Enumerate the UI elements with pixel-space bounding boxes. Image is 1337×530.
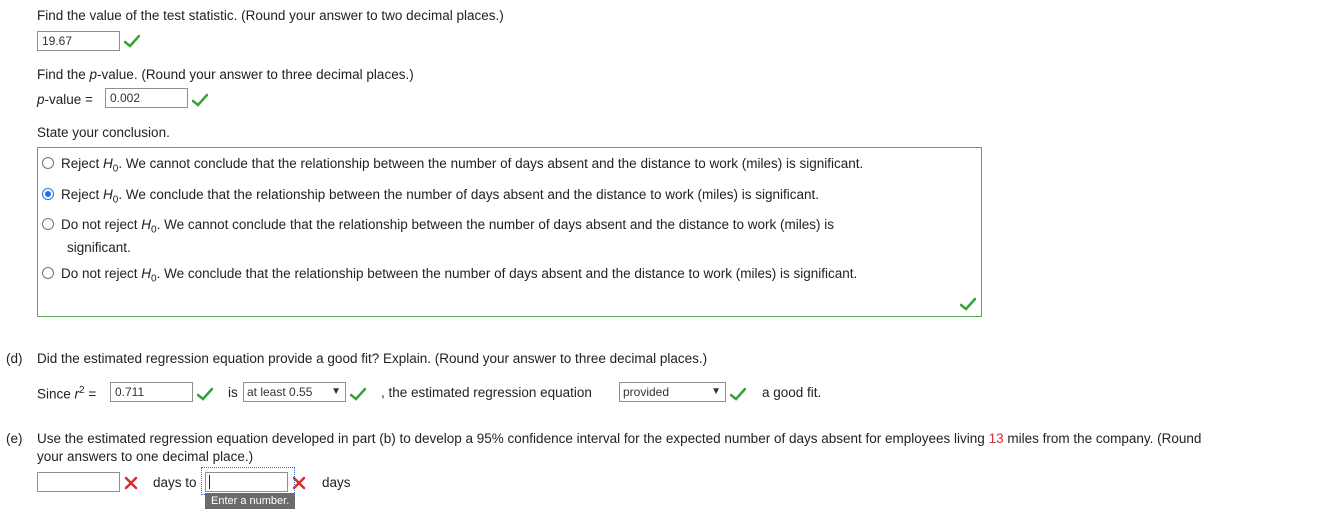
correct-check-icon xyxy=(960,297,976,311)
days-label: days xyxy=(322,475,351,490)
conclusion-option-3-line2: significant. xyxy=(67,240,131,255)
conclusion-radio-4[interactable] xyxy=(42,267,54,279)
text-cursor xyxy=(209,475,210,489)
conclusion-option-1[interactable]: Reject $H_0$. We cannot conclude that the relationship between the number of days absent and the distance to work (miles) is significant. xyxy=(61,156,864,175)
part-e-label: (e) xyxy=(6,431,23,446)
threshold-select[interactable]: at least 0.55 ▼ xyxy=(243,382,346,402)
conclusion-option-4[interactable]: Do not reject $H_0$. We conclude that the relationship between the number of days absent and the distance to work (miles) is significant. xyxy=(61,266,858,285)
conclusion-radio-3[interactable] xyxy=(42,218,54,230)
part-e-question: Use the estimated regression equation developed in part (b) to develop a 95% confidence interval for the expected number of days absent for employees living 13 miles from the company. (Round xyxy=(37,431,1202,446)
is-label: is xyxy=(228,385,238,400)
upper-bound-input[interactable] xyxy=(205,472,288,492)
correct-check-icon xyxy=(730,387,746,401)
chevron-down-icon: ▼ xyxy=(331,386,341,397)
enter-number-tooltip: Enter a number. xyxy=(205,493,295,509)
fit-select[interactable]: provided ▼ xyxy=(619,382,726,402)
correct-check-icon xyxy=(192,93,208,107)
r2-input[interactable]: 0.711 xyxy=(110,382,193,402)
r2-label: Since $r^2$ = xyxy=(37,385,97,402)
part-d-label: (d) xyxy=(6,351,23,366)
correct-check-icon xyxy=(197,387,213,401)
miles-value: 13 xyxy=(988,431,1004,446)
chevron-down-icon: ▼ xyxy=(711,386,721,397)
conclusion-radio-2[interactable] xyxy=(42,188,54,200)
correct-check-icon xyxy=(350,387,366,401)
part-e-question-line2: your answers to one decimal place.) xyxy=(37,449,254,464)
conclusion-option-2[interactable]: Reject $H_0$. We conclude that the relationship between the number of days absent and the distance to work (miles) is significant. xyxy=(61,187,819,206)
test-statistic-input[interactable]: 19.67 xyxy=(37,31,120,51)
conclusion-radio-1[interactable] xyxy=(42,157,54,169)
lower-bound-input[interactable] xyxy=(37,472,120,492)
pvalue-label: p-value = xyxy=(37,92,93,107)
conclusion-prompt: State your conclusion. xyxy=(37,125,170,140)
correct-check-icon xyxy=(124,34,140,48)
incorrect-x-icon xyxy=(124,476,138,490)
incorrect-x-icon xyxy=(292,476,306,490)
good-fit-text: a good fit. xyxy=(762,385,822,400)
test-statistic-prompt: Find the value of the test statistic. (Round your answer to two decimal places.) xyxy=(37,8,504,23)
regression-equation-text: , the estimated regression equation xyxy=(381,385,592,400)
pvalue-prompt: Find the p-value. (Round your answer to three decimal places.) xyxy=(37,67,414,82)
pvalue-input[interactable]: 0.002 xyxy=(105,88,188,108)
days-to-label: days to xyxy=(153,475,197,490)
conclusion-option-3[interactable]: Do not reject $H_0$. We cannot conclude that the relationship between the number of days absent and the distance to work (miles) is xyxy=(61,217,834,236)
part-d-question: Did the estimated regression equation provide a good fit? Explain. (Round your answer to three decimal places.) xyxy=(37,351,708,366)
